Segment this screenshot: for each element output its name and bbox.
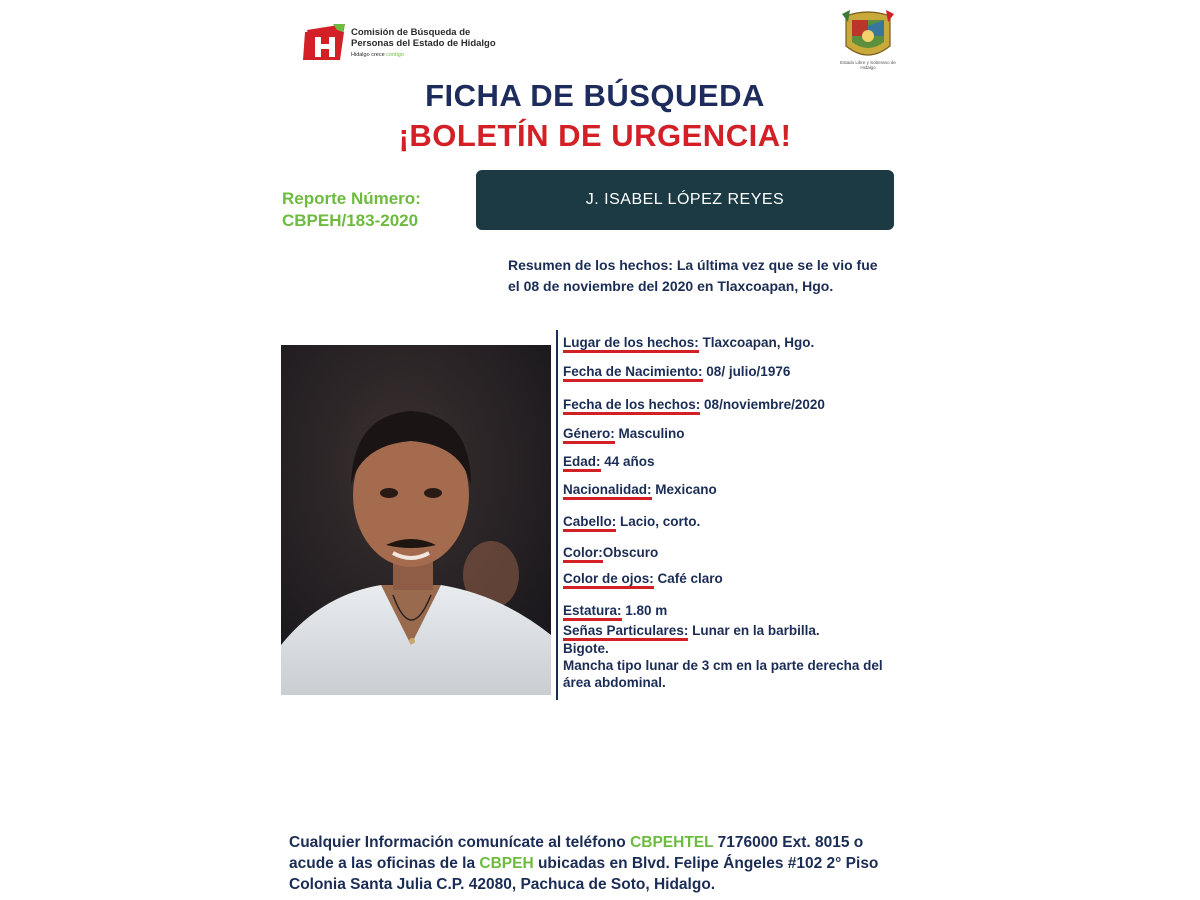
- field-value: Masculino: [614, 426, 685, 441]
- field-label: Género:: [563, 426, 615, 444]
- field-place: [563, 335, 814, 350]
- field-eye-color: [563, 571, 723, 586]
- footer-line3: Colonia Santa Julia C.P. 42080, Pachuca de Soto, Hidalgo.: [289, 876, 716, 893]
- footer-address: ubicadas en Blvd. Felipe Ángeles #102 2° Piso: [533, 855, 879, 872]
- field-height: [563, 603, 667, 618]
- field-label: Señas Particulares:: [563, 623, 688, 641]
- field-nationality: [563, 482, 717, 497]
- commission-logo: [303, 24, 503, 64]
- field-value: Obscuro: [602, 545, 659, 560]
- footer-line1: [289, 832, 929, 853]
- contact-footer: [289, 832, 929, 895]
- field-label: Fecha de Nacimiento:: [563, 364, 703, 382]
- commission-tagline: [351, 52, 404, 58]
- person-name-banner: [476, 170, 894, 230]
- field-value: Mexicano: [651, 482, 717, 497]
- field-gender: [563, 426, 685, 441]
- vertical-divider: [556, 330, 558, 700]
- report-number-block: [282, 188, 421, 232]
- field-incident-date: [563, 397, 825, 412]
- summary-line1: Resumen de los hechos: La última vez que se le vio fue: [508, 257, 878, 273]
- commission-name-line1: Comisión de Búsqueda de: [351, 27, 471, 38]
- commission-name-line2: Personas del Estado de Hidalgo: [351, 38, 496, 49]
- tagline-prefix: Hidalgo: [351, 52, 370, 58]
- extra-line2: Mancha tipo lunar de 3 cm en la parte derecha del: [563, 658, 883, 673]
- tagline-mid: crece: [371, 52, 385, 58]
- field-value: 44 años: [600, 454, 655, 469]
- field-value: Café claro: [653, 571, 723, 586]
- crest-caption: Estado Libre y Soberano de Hidalgo: [840, 60, 896, 70]
- field-distinguishing-marks: [563, 623, 820, 638]
- field-value: Lacio, corto.: [616, 514, 701, 529]
- field-skin-color: [563, 545, 658, 560]
- urgency-subtitle: ¡BOLETÍN DE URGENCIA!: [398, 118, 792, 153]
- commission-h-logo-icon: [303, 24, 345, 60]
- field-label: Cabello:: [563, 514, 616, 532]
- field-birthdate: [563, 364, 790, 379]
- field-value: 1.80 m: [621, 603, 668, 618]
- field-value: 08/ julio/1976: [702, 364, 791, 379]
- field-label: Color de ojos:: [563, 571, 654, 589]
- field-label: Estatura:: [563, 603, 622, 621]
- field-label: Fecha de los hechos:: [563, 397, 700, 415]
- field-value: 08/noviembre/2020: [700, 397, 825, 412]
- field-label: Color:: [563, 545, 603, 563]
- extra-line1: Bigote.: [563, 641, 609, 656]
- summary-line2: el 08 de noviembre del 2020 en Tlaxcoapan, Hgo.: [508, 278, 834, 294]
- report-number-label: Reporte Número:: [282, 189, 421, 208]
- footer-office-brand: CBPEH: [479, 855, 534, 872]
- missing-person-photo: [281, 345, 551, 695]
- field-label: Edad:: [563, 454, 601, 472]
- tagline-suffix: contigo: [386, 52, 404, 58]
- field-label: Nacionalidad:: [563, 482, 652, 500]
- person-name: J. ISABEL LÓPEZ REYES: [585, 191, 785, 208]
- footer-text: acude a las oficinas de la: [289, 855, 480, 872]
- field-value: Tlaxcoapan, Hgo.: [698, 335, 815, 350]
- footer-line2: [289, 853, 929, 874]
- footer-text: Cualquier Información comunícate al teléfono: [289, 834, 631, 851]
- footer-phone: 7176000 Ext. 8015 o: [713, 834, 864, 851]
- field-age: [563, 454, 655, 469]
- distinguishing-marks-extra: [563, 640, 913, 691]
- extra-line3: área abdominal.: [563, 675, 666, 690]
- incident-summary: [508, 255, 908, 297]
- field-hair: [563, 514, 700, 529]
- field-value: Lunar en la barbilla.: [688, 623, 820, 638]
- commission-name: [351, 27, 496, 49]
- page-title: FICHA DE BÚSQUEDA: [425, 78, 765, 113]
- field-label: Lugar de los hechos:: [563, 335, 699, 353]
- report-number-value: CBPEH/183-2020: [282, 211, 419, 230]
- footer-tel-brand: CBPEHTEL: [630, 834, 714, 851]
